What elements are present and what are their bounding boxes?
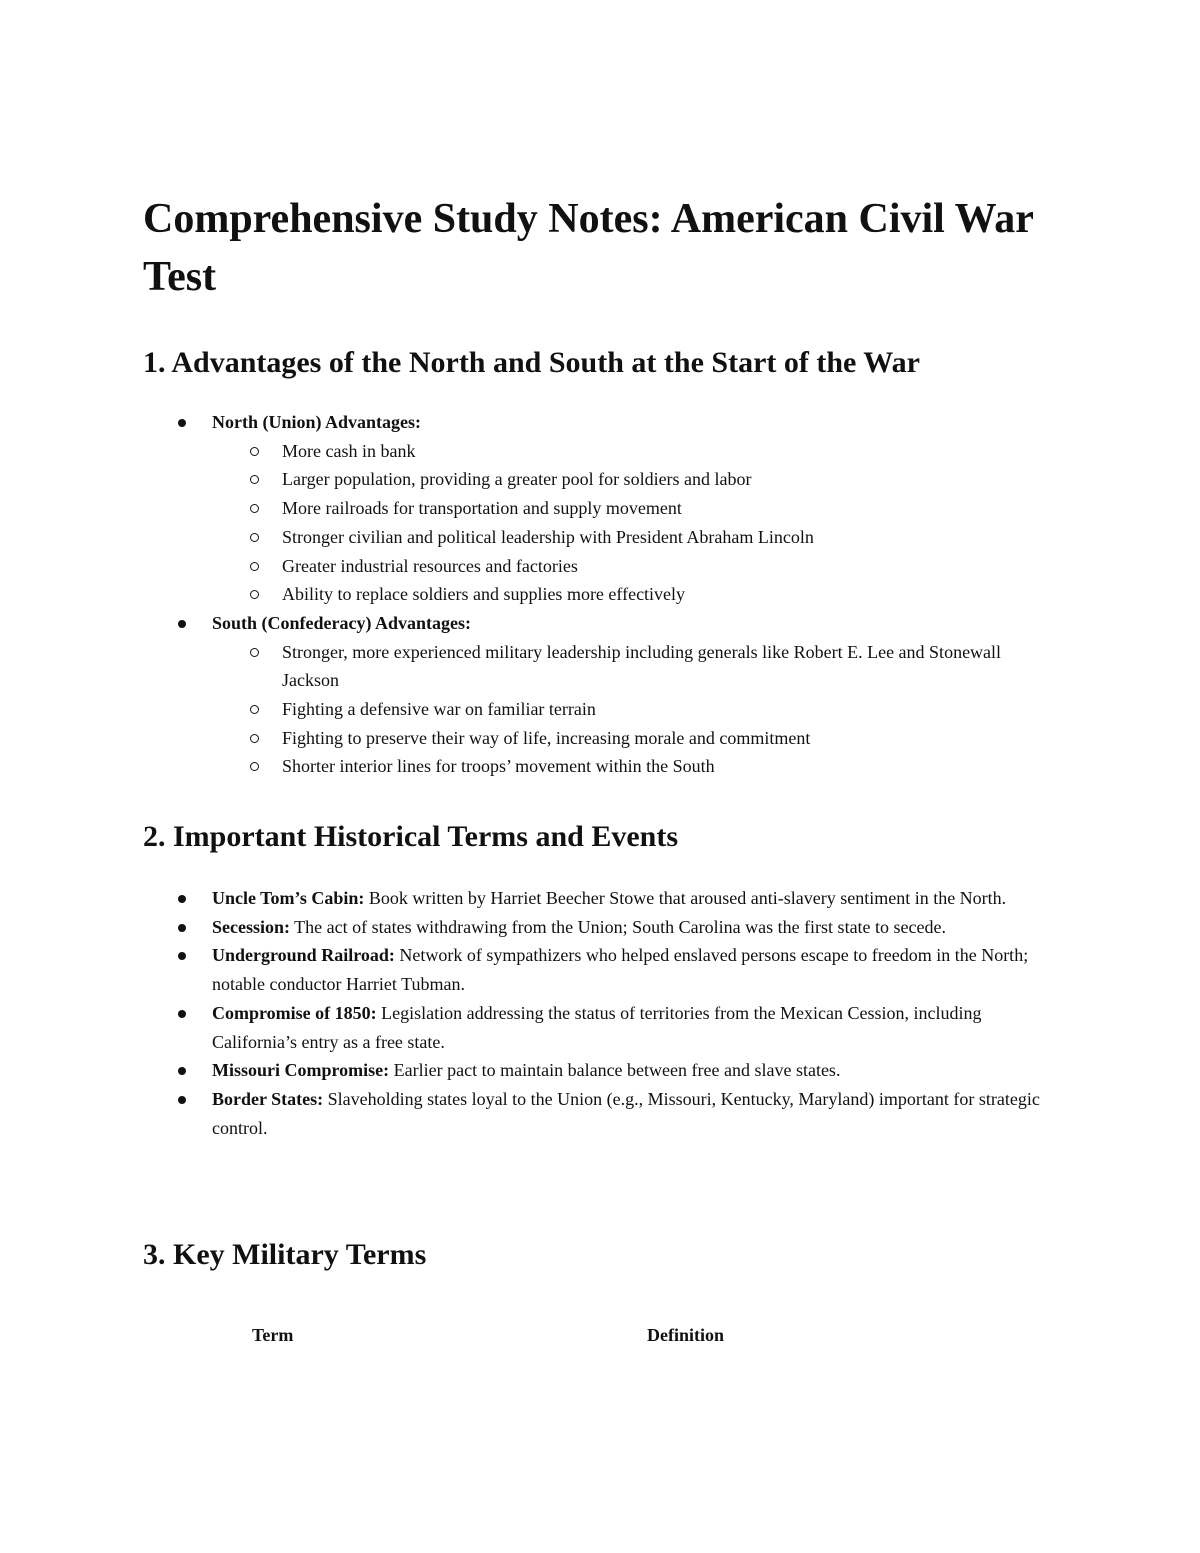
bullet-icon (178, 1010, 186, 1018)
list-item-text: Shorter interior lines for troops’ movement within the South (282, 756, 715, 777)
group-label: South (Confederacy) Advantages: (212, 612, 471, 633)
list-item (248, 523, 1058, 552)
term-label: Uncle Tom’s Cabin: (212, 888, 365, 908)
list-item (248, 494, 1058, 523)
circle-bullet-icon (250, 734, 259, 743)
list-item (248, 695, 1058, 724)
group-label: North (Union) Advantages: (212, 412, 422, 432)
section-heading-advantages: 1. Advantages of the North and South at the Start of the War (143, 346, 920, 379)
bullet-icon (178, 620, 186, 628)
term-label: Underground Railroad: (212, 945, 395, 966)
term-label: Border States: (212, 1088, 324, 1109)
term-description: Slaveholding states loyal to the Union (e.g., Missouri, Kentucky, Maryland) important for strategic control. (212, 1088, 1040, 1138)
circle-bullet-icon (250, 648, 259, 657)
circle-bullet-icon (250, 504, 259, 513)
table-header-definition: Definition (647, 1325, 725, 1345)
list-item (178, 1085, 1058, 1142)
list-item (248, 437, 1058, 466)
list-item-text: Fighting a defensive war on familiar terrain (282, 699, 596, 720)
north-advantages-sublist (248, 437, 1058, 609)
circle-bullet-icon (250, 533, 259, 542)
bullet-icon (178, 1096, 186, 1104)
term-label: Missouri Compromise: (212, 1060, 390, 1081)
bullet-icon (178, 1067, 186, 1075)
term-description: Book written by Harriet Beecher Stowe that aroused anti-slavery sentiment in the North. (364, 888, 1007, 908)
south-advantages-sublist (248, 638, 1058, 782)
list-item-text: Stronger civilian and political leadership with President Abraham Lincoln (282, 526, 814, 547)
list-item (248, 465, 1058, 494)
list-item (178, 1056, 1058, 1085)
bullet-icon (178, 952, 186, 960)
list-item-south (178, 609, 1058, 781)
list-item (178, 913, 1058, 942)
list-item (178, 884, 1058, 913)
circle-bullet-icon (250, 705, 259, 714)
list-item (178, 999, 1058, 1056)
page-title: Comprehensive Study Notes: American Civil War Test (143, 196, 1034, 300)
list-item-text: Fighting to preserve their way of life, increasing morale and commitment (282, 727, 811, 748)
term-description: Network of sympathizers who helped enslaved persons escape to freedom in the North; notable conductor Harriet Tubman. (212, 945, 1029, 995)
bullet-icon (178, 419, 186, 427)
list-item (178, 941, 1058, 998)
list-item (248, 580, 1058, 609)
list-item (248, 552, 1058, 581)
bullet-icon (178, 895, 186, 903)
list-item-text: Larger population, providing a greater pool for soldiers and labor (282, 469, 752, 490)
term-description: The act of states withdrawing from the Union; South Carolina was the first state to secede. (290, 916, 947, 937)
section-heading-military-terms: 3. Key Military Terms (143, 1238, 427, 1271)
circle-bullet-icon (250, 762, 259, 771)
advantages-list (178, 408, 1058, 781)
bullet-icon (178, 924, 186, 932)
circle-bullet-icon (250, 475, 259, 484)
terms-events-list (178, 884, 1058, 1142)
section-heading-terms-events: 2. Important Historical Terms and Events (143, 820, 679, 853)
circle-bullet-icon (250, 447, 259, 456)
circle-bullet-icon (250, 562, 259, 571)
list-item-text: More railroads for transportation and supply movement (282, 498, 682, 519)
list-item-text: More cash in bank (282, 440, 416, 461)
list-item-text: Stronger, more experienced military leadership including generals like Robert E. Lee and Stonewall Jackson (282, 641, 1002, 691)
term-label: Secession: (212, 916, 290, 937)
circle-bullet-icon (250, 590, 259, 599)
list-item-text: Greater industrial resources and factories (282, 555, 578, 576)
list-item-north (178, 408, 1058, 609)
list-item (248, 752, 1058, 781)
list-item-text: Ability to replace soldiers and supplies more effectively (282, 584, 686, 605)
term-description: Earlier pact to maintain balance between free and slave states. (389, 1060, 841, 1081)
list-item (248, 724, 1058, 753)
term-label: Compromise of 1850: (212, 1002, 377, 1023)
table-header-term: Term (252, 1325, 294, 1345)
term-description: Legislation addressing the status of territories from the Mexican Cession, including California’s entry as a free state. (212, 1002, 982, 1052)
list-item (248, 638, 1058, 695)
